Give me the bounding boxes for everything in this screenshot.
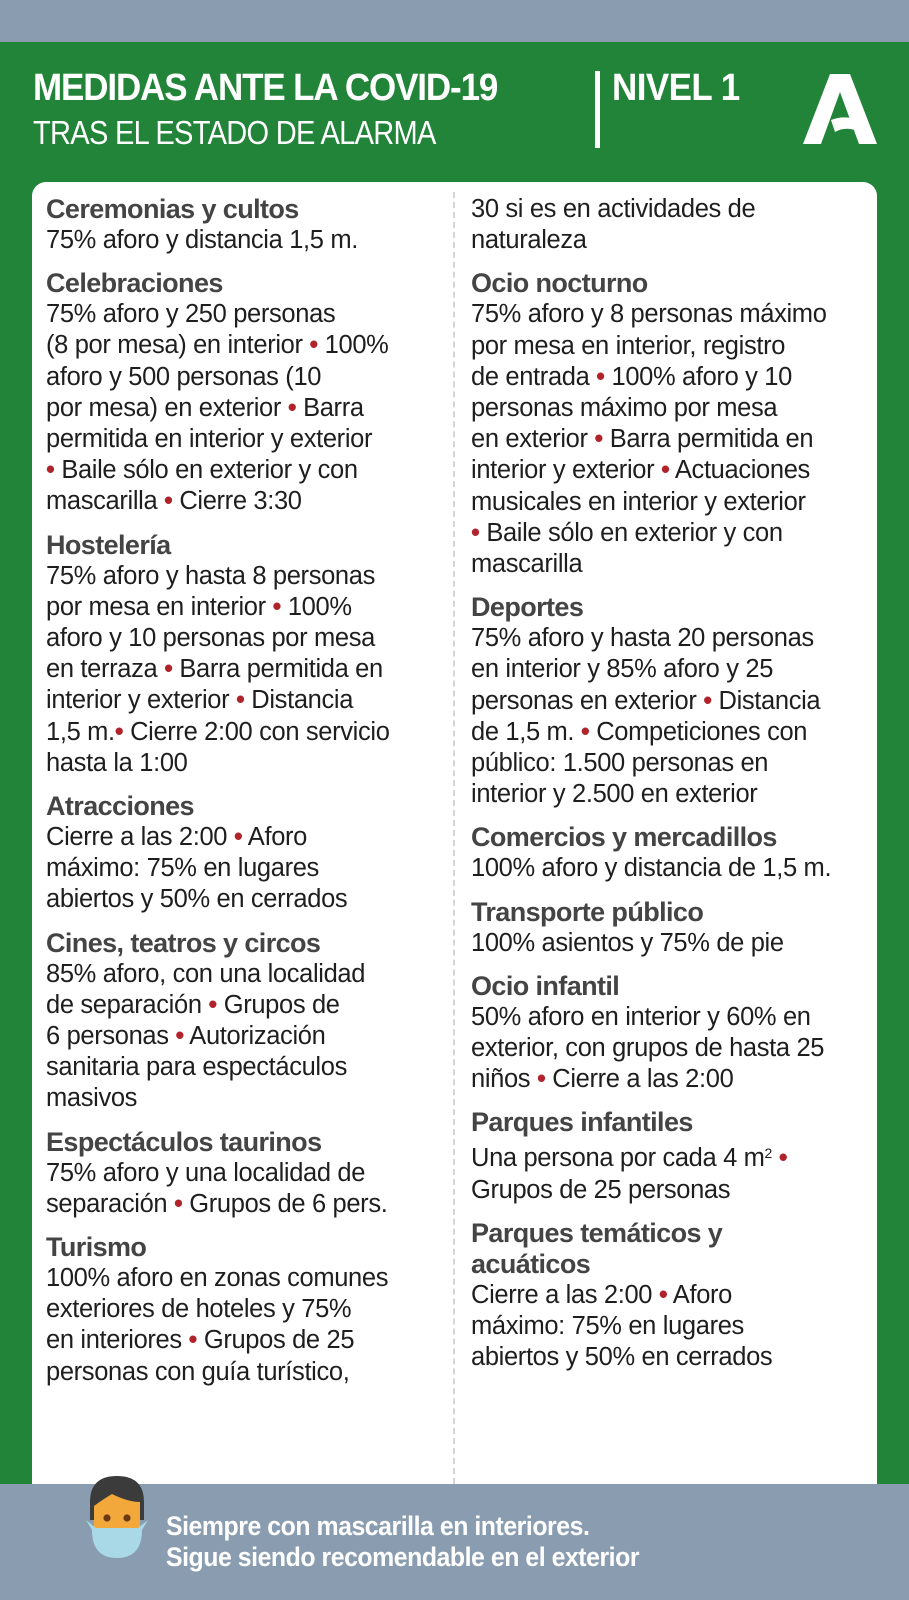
section-title-line: acuáticos: [471, 1248, 591, 1279]
body-line: en interiores • Grupos de 25: [46, 1326, 355, 1355]
body-line: interior y exterior • Distancia: [46, 686, 354, 715]
bullet-separator: •: [175, 1022, 184, 1051]
section-ocio-infantil: [471, 971, 881, 1096]
body-line: en exterior • Barra permitida en: [471, 425, 814, 454]
body-line: Una persona por cada 4 $m^2$ •: [471, 1144, 788, 1173]
body-line: (8 por mesa) en interior • 100%: [46, 331, 389, 360]
section-celebraciones: [46, 268, 446, 517]
footer-line-2: Sigue siendo recomendable en el exterior: [166, 1542, 640, 1572]
section-body: [46, 959, 446, 1115]
section-body: [46, 299, 446, 517]
body-line: de entrada • 100% aforo y 10: [471, 362, 792, 391]
body-line: 75% aforo y distancia 1,5 m.: [46, 226, 358, 254]
bullet-separator: •: [287, 393, 297, 422]
section-body: [471, 1280, 881, 1374]
section-ocio-nocturno: [471, 268, 881, 580]
section-transporte-publico: [471, 897, 881, 959]
bullet-separator: •: [658, 1280, 668, 1309]
section-title: Turismo: [46, 1232, 147, 1263]
section-title: Hostelería: [46, 529, 171, 560]
bullet-separator: •: [471, 518, 480, 547]
body-line: 100% asientos y 75% de pie: [471, 928, 784, 957]
page-subtitle: TRAS EL ESTADO DE ALARMA: [33, 114, 436, 151]
body-line: personas en exterior • Distancia: [471, 686, 821, 715]
footer-line-1: Siempre con mascarilla en interiores.: [166, 1511, 590, 1541]
body-line: • Baile sólo en exterior y con: [46, 456, 358, 485]
section-title: [471, 1218, 881, 1280]
level-badge: NIVEL 1: [612, 67, 740, 109]
section-body: [46, 1263, 446, 1388]
section-turismo-continued: [471, 194, 881, 256]
section-atracciones: [46, 791, 446, 916]
section-title-line: Parques temáticos y: [471, 1217, 723, 1248]
body-line: niños • Cierre a las 2:00: [471, 1065, 734, 1094]
section-body: [471, 623, 881, 810]
body-line: 100% aforo y distancia de 1,5 m.: [471, 854, 832, 883]
body-line: 75% aforo y 8 personas máximo: [471, 300, 827, 329]
section-parques-infantiles: [471, 1107, 881, 1205]
section-title: Ocio infantil: [471, 970, 620, 1001]
body-line: Cierre a las 2:00 • Aforo: [46, 823, 307, 852]
section-title: Espectáculos taurinos: [46, 1126, 322, 1157]
body-line: 75% aforo y 250 personas: [46, 300, 336, 329]
section-body: [471, 194, 881, 256]
bullet-separator: •: [173, 1189, 183, 1218]
body-line: de 1,5 m. • Competiciones con: [471, 717, 808, 746]
body-line: Cierre a las 2:00 • Aforo: [471, 1280, 732, 1309]
section-title: Ocio nocturno: [471, 268, 648, 299]
section-body: [46, 561, 446, 779]
body-line: separación • Grupos de 6 pers.: [46, 1189, 388, 1218]
section-title: Cines, teatros y circos: [46, 927, 321, 958]
section-ceremonias-y-cultos: [46, 194, 446, 256]
section-body: [471, 928, 881, 959]
body-line: • Baile sólo en exterior y con: [471, 518, 783, 547]
body-line: 30 si es en actividades de: [471, 195, 756, 223]
masked-person-icon: [82, 1472, 152, 1562]
body-line: interior y exterior • Actuaciones: [471, 456, 810, 485]
junta-andalucia-logo-icon: [803, 72, 877, 146]
right-column: [471, 194, 881, 1385]
section-body: [471, 1002, 881, 1096]
body-line: Grupos de 25 personas: [471, 1175, 731, 1204]
body-line: masivos: [46, 1084, 138, 1113]
body-line: naturaleza: [471, 226, 587, 255]
body-line: exterior, con grupos de hasta 25: [471, 1034, 825, 1063]
bullet-separator: •: [272, 592, 282, 621]
section-title: Transporte público: [471, 896, 704, 927]
bullet-separator: •: [580, 717, 590, 746]
bullet-separator: •: [114, 717, 124, 746]
section-deportes: [471, 592, 881, 810]
section-body: [471, 853, 881, 884]
section-title: Deportes: [471, 592, 584, 623]
body-line: abiertos y 50% en cerrados: [471, 1343, 773, 1372]
header-separator: [595, 71, 600, 148]
body-line: 75% aforo y hasta 8 personas: [46, 561, 375, 590]
bullet-separator: •: [188, 1326, 198, 1355]
section-cines-teatros-y-circos: [46, 928, 446, 1115]
bullet-separator: •: [164, 655, 173, 684]
body-line: 100% aforo en zonas comunes: [46, 1264, 389, 1293]
section-espectaculos-taurinos: [46, 1127, 446, 1220]
body-line: abiertos y 50% en cerrados: [46, 885, 348, 914]
section-body: [46, 225, 446, 256]
bullet-separator: •: [309, 331, 318, 360]
section-body: [471, 299, 881, 580]
body-line: interior y 2.500 en exterior: [471, 780, 758, 809]
bullet-separator: •: [703, 686, 712, 715]
bullet-separator: •: [235, 686, 245, 715]
body-line: 75% aforo y una localidad de: [46, 1158, 366, 1187]
body-line: 6 personas • Autorización: [46, 1022, 326, 1051]
body-line: por mesa en interior • 100%: [46, 592, 352, 621]
body-line: por mesa en interior, registro: [471, 331, 786, 360]
body-line: personas con guía turístico,: [46, 1357, 350, 1386]
section-title: Celebraciones: [46, 268, 223, 299]
body-line: hasta la 1:00: [46, 748, 188, 777]
bullet-separator: •: [596, 362, 605, 391]
body-line: público: 1.500 personas en: [471, 749, 769, 778]
body-line: exteriores de hoteles y 75%: [46, 1295, 352, 1324]
body-line: mascarilla • Cierre 3:30: [46, 487, 302, 516]
body-line: de separación • Grupos de: [46, 990, 340, 1019]
section-title: Atracciones: [46, 791, 194, 822]
bullet-separator: •: [233, 823, 243, 852]
body-line: permitida en interior y exterior: [46, 425, 373, 454]
section-title: Parques infantiles: [471, 1107, 693, 1138]
body-line: 85% aforo, con una localidad: [46, 959, 366, 988]
bullet-separator: •: [536, 1065, 546, 1094]
body-line: personas máximo por mesa: [471, 394, 778, 423]
section-hosteleria: [46, 530, 446, 779]
body-line: mascarilla: [471, 550, 583, 579]
column-divider: [453, 192, 455, 1484]
page-title: MEDIDAS ANTE LA COVID-19: [33, 67, 498, 109]
bullet-separator: •: [660, 456, 670, 485]
left-column: [46, 194, 446, 1400]
body-line: por mesa) en exterior • Barra: [46, 393, 364, 422]
body-line: 75% aforo y hasta 20 personas: [471, 624, 814, 653]
section-parques-tematicos-y-acuaticos: [471, 1218, 881, 1374]
section-body: [471, 1138, 881, 1205]
measures-card: [32, 182, 877, 1484]
bullet-separator: •: [594, 425, 603, 454]
section-turismo: [46, 1232, 446, 1388]
body-line: máximo: 75% en lugares: [46, 854, 319, 883]
section-body: [46, 1158, 446, 1220]
body-line: musicales en interior y exterior: [471, 487, 806, 516]
bullet-separator: •: [778, 1144, 788, 1173]
section-title: Comercios y mercadillos: [471, 822, 777, 853]
footer-message: [166, 1511, 639, 1573]
body-line: aforo y 500 personas (10: [46, 362, 322, 391]
bullet-separator: •: [164, 487, 173, 516]
bullet-separator: •: [46, 456, 55, 485]
body-line: en terraza • Barra permitida en: [46, 655, 383, 684]
body-line: en interior y 85% aforo y 25: [471, 655, 774, 684]
body-line: 1,5 m.• Cierre 2:00 con servicio: [46, 717, 390, 746]
body-line: máximo: 75% en lugares: [471, 1312, 744, 1341]
section-body: [46, 822, 446, 916]
top-frame-strip: [0, 0, 909, 42]
bullet-separator: •: [208, 990, 217, 1019]
body-line: 50% aforo en interior y 60% en: [471, 1002, 811, 1031]
section-comercios-y-mercadillos: [471, 822, 881, 884]
superscript-2: 2: [764, 1145, 772, 1162]
body-line: sanitaria para espectáculos: [46, 1053, 347, 1082]
body-line: aforo y 10 personas por mesa: [46, 624, 375, 653]
section-title: Ceremonias y cultos: [46, 194, 299, 224]
